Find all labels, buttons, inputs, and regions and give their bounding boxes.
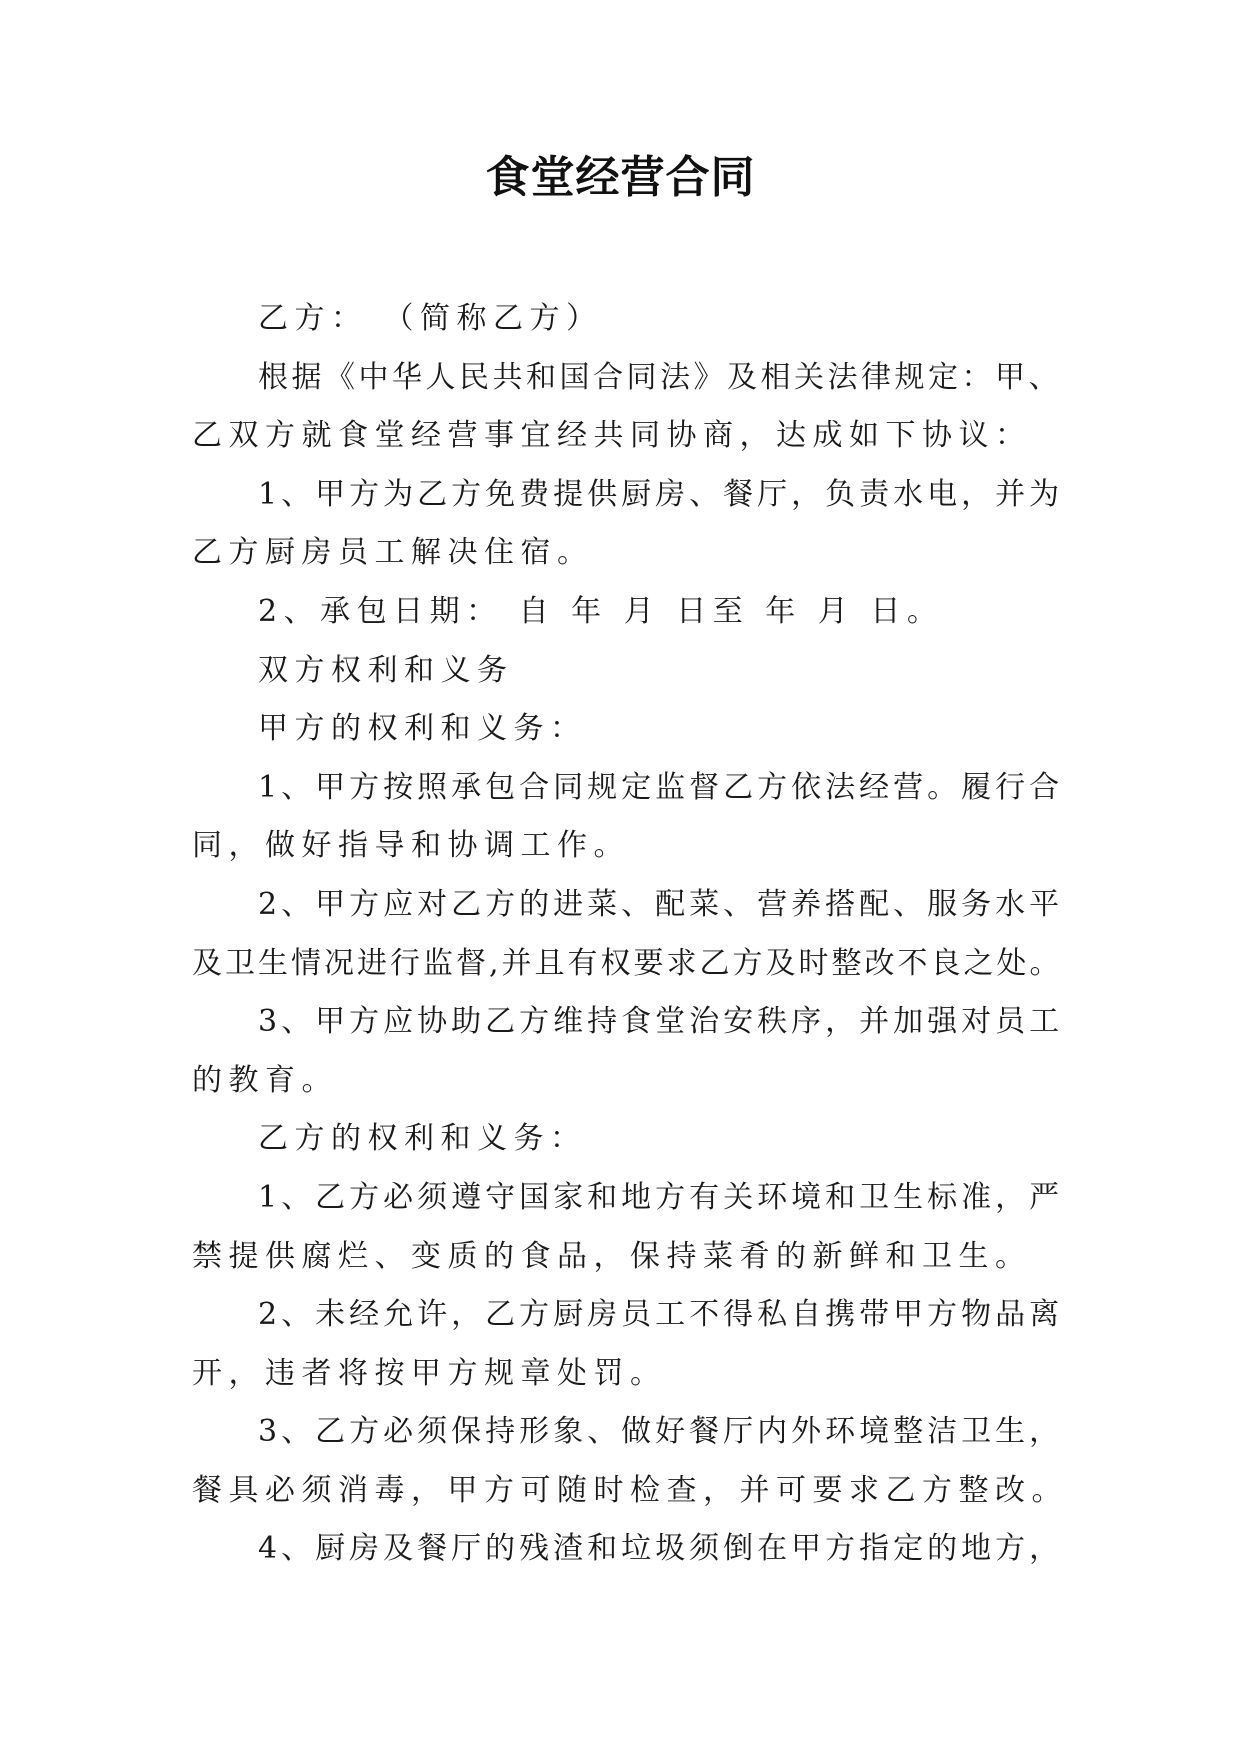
text-line: 禁提供腐烂、变质的食品，保持菜肴的新鲜和卫生。 [192, 1238, 1032, 1274]
text-line: 1、甲方为乙方免费提供厨房、餐厅，负责水电，并为 [258, 476, 1064, 512]
text-line: 1、乙方必须遵守国家和地方有关环境和卫生标准，严 [258, 1179, 1064, 1215]
text-line: 开，违者将按甲方规章处罚。 [192, 1355, 667, 1391]
text-line: 乙双方就食堂经营事宜经共同协商，达成如下协议： [192, 418, 1032, 454]
text-line: 3、甲方应协助乙方维持食堂治安秩序，并加强对员工 [258, 1004, 1064, 1040]
document-title: 食堂经营合同 [485, 152, 756, 203]
text-line: 2、甲方应对乙方的进菜、配菜、营养搭配、服务水平 [258, 886, 1064, 922]
text-line: 2、承包日期： 自 年 月 日至 年 月 日。 [258, 593, 944, 629]
text-line: 乙方厨房员工解决住宿。 [192, 535, 594, 571]
text-line: 3、乙方必须保持形象、做好餐厅内外环境整洁卫生， [258, 1414, 1064, 1450]
document-body [192, 290, 1072, 1579]
text-line: 同，做好指导和协调工作。 [192, 828, 630, 864]
text-line: 2、未经允许，乙方厨房员工不得私自携带甲方物品离 [258, 1297, 1064, 1333]
text-line: 甲方的权利和义务： [258, 711, 587, 747]
text-line: 餐具必须消毒，甲方可随时检查，并可要求乙方整改。 [192, 1472, 1068, 1508]
text-line: 乙方： （简称乙方） [258, 301, 603, 336]
text-line: 1、甲方按照承包合同规定监督乙方依法经营。履行合 [258, 769, 1064, 805]
text-line: 根据《中华人民共和国合同法》及相关法律规定：甲、 [258, 359, 1062, 395]
text-line: 的教育。 [192, 1062, 338, 1098]
text-line: 乙方的权利和义务： [258, 1121, 587, 1157]
text-line: 及卫生情况进行监督,并且有权要求乙方及时整改不良之处。 [192, 945, 1063, 981]
text-line: 双方权利和义务 [258, 652, 514, 688]
text-line: 4、厨房及餐厅的残渣和垃圾须倒在甲方指定的地方， [258, 1531, 1064, 1567]
